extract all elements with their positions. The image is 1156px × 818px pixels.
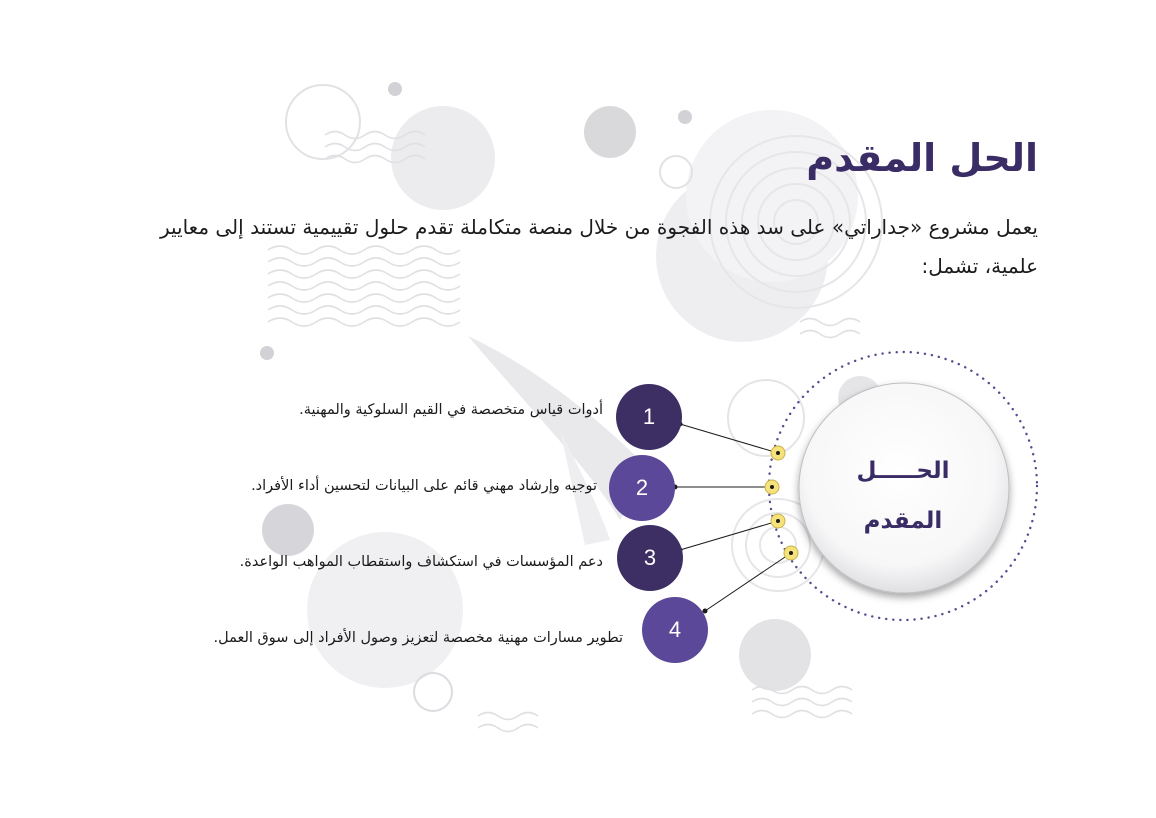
step-text-4: تطوير مسارات مهنية مخصصة لتعزيز وصول الأفراد إلى سوق العمل.	[213, 630, 623, 646]
hub-label-line2: المقدم	[863, 508, 943, 534]
step-text-2: توجيه وإرشاد مهني قائم على البيانات لتحسين أداء الأفراد.	[251, 478, 597, 494]
connector-line-4	[705, 553, 791, 611]
step-number-2: 2	[609, 455, 675, 521]
step-number-1: 1	[616, 384, 682, 450]
step-number-3: 3	[617, 525, 683, 591]
step-text-3: دعم المؤسسات في استكشاف واستقطاب المواهب الواعدة.	[239, 554, 603, 570]
step-number-4: 4	[642, 597, 708, 663]
step-text-1: أدوات قياس متخصصة في القيم السلوكية والمهنية.	[299, 402, 603, 418]
connector-start-dots	[673, 422, 708, 614]
hub-label	[846, 446, 960, 546]
connector-line-1	[680, 424, 778, 453]
connector-line-3	[680, 521, 778, 550]
hub-label-line1: الحـــــل	[856, 458, 950, 484]
page-title: الحل المقدم	[806, 136, 1038, 180]
intro-paragraph: يعمل مشروع «جداراتي» على سد هذه الفجوة من خلال منصة متكاملة تقدم حلول تقييمية تستند إلى معايير علمية، تشمل:	[159, 215, 1038, 278]
